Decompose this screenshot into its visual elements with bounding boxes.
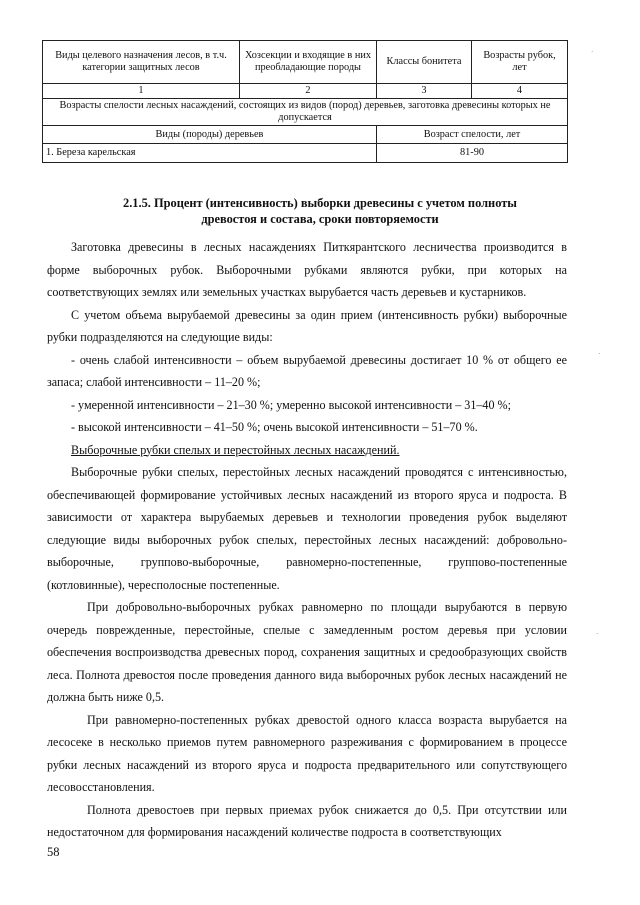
header-cutting-age: Возрасты рубок, лет bbox=[472, 41, 568, 84]
section-title-line1: 2.1.5. Процент (интенсивность) выборки древесины с учетом полноты bbox=[123, 196, 517, 210]
body-text bbox=[47, 236, 567, 844]
paragraph: - очень слабой интенсивности – объем вырубаемой древесины достигает 10 % от общего ее запаса; слабой интенсивности – 11–20 %; bbox=[47, 352, 567, 389]
row-species: 1. Береза карельская bbox=[43, 144, 377, 163]
table-number-row bbox=[43, 84, 568, 99]
section-title-line2: древостоя и состава, сроки повторяемости bbox=[201, 212, 439, 226]
subheader-age: Возраст спелости, лет bbox=[377, 126, 568, 144]
underlined-subheading: Выборочные рубки спелых и перестойных лесных насаждений. bbox=[71, 442, 400, 457]
paragraph: - высокой интенсивности – 41–50 %; очень высокой интенсивности – 51–70 %. bbox=[71, 420, 478, 434]
column-number: 1 bbox=[43, 84, 240, 99]
page-number: 58 bbox=[47, 845, 60, 859]
paragraph: Заготовка древесины в лесных насаждениях Питкярантского лесничества производится в форме выборочных рубок. Выборочными рубками являются рубки, при которых на соответствующих землях или земельных участках вырубается часть деревьев и кустарников. bbox=[47, 240, 567, 299]
section-title bbox=[70, 195, 570, 227]
column-number: 2 bbox=[240, 84, 377, 99]
header-bonitet: Классы бонитета bbox=[377, 41, 472, 84]
paragraph: Выборочные рубки спелых, перестойных лесных насаждений проводятся с интенсивностью, обеспечивающей формирование устойчивых лесных насаждений из второго яруса и подроста. В зависимости от характера вырубаемых деревьев и технологии проведения рубок выделяют следующие виды выборочных рубок спелых, перестойных лесных насаждений: добровольно-выборочные, группово-выборочные, равномерно-постепенные, группово-постепенные (котловинные), чересполосные постепенные. bbox=[47, 465, 567, 592]
header-purpose: Виды целевого назначения лесов, в т.ч. категории защитных лесов bbox=[43, 41, 240, 84]
table-span-row bbox=[43, 99, 568, 126]
scan-speck-decoration: · bbox=[598, 350, 601, 358]
table-header-row bbox=[43, 41, 568, 84]
scan-speck-decoration: · bbox=[591, 48, 594, 56]
header-sections: Хозсекции и входящие в них преобладающие породы bbox=[240, 41, 377, 84]
subheader-species: Виды (породы) деревьев bbox=[43, 126, 377, 144]
paragraph: При добровольно-выборочных рубках равномерно по площади вырубаются в первую очередь поврежденные, перестойные, спелые с замедленным ростом деревья при условии обеспечения воспроизводства древесных пород, сохранения защитных и средообразующих свойств леса. Полнота древостоя после проведения данного вида выборочных рубок лесных насаждений не должна быть ниже 0,5. bbox=[47, 600, 567, 704]
maturity-age-table bbox=[42, 40, 568, 163]
paragraph: С учетом объема вырубаемой древесины за один прием (интенсивность рубки) выборочные рубки подразделяются на следующие виды: bbox=[47, 307, 567, 344]
span-heading: Возрасты спелости лесных насаждений, состоящих из видов (пород) деревьев, заготовка древесины которых не допускается bbox=[43, 99, 568, 126]
table-subheader-row bbox=[43, 126, 568, 144]
scan-speck-decoration: · bbox=[596, 630, 599, 638]
paragraph-subheading bbox=[47, 439, 567, 462]
paragraph: При равномерно-постепенных рубках древостой одного класса возраста вырубается на лесосеке в несколько приемов путем равномерного разреживания с формированием в процессе рубки лесных насаждений из второго яруса и подроста предварительного или сопутствующего лесовосстановления. bbox=[47, 712, 567, 794]
column-number: 4 bbox=[472, 84, 568, 99]
paragraph: Полнота древостоев при первых приемах рубок снижается до 0,5. При отсутствии или недостаточном для формирования насаждений количестве подроста в соответствующих bbox=[47, 802, 567, 839]
column-number: 3 bbox=[377, 84, 472, 99]
row-age: 81-90 bbox=[377, 144, 568, 163]
table-row bbox=[43, 144, 568, 163]
paragraph: - умеренной интенсивности – 21–30 %; умеренно высокой интенсивности – 31–40 %; bbox=[71, 397, 511, 412]
